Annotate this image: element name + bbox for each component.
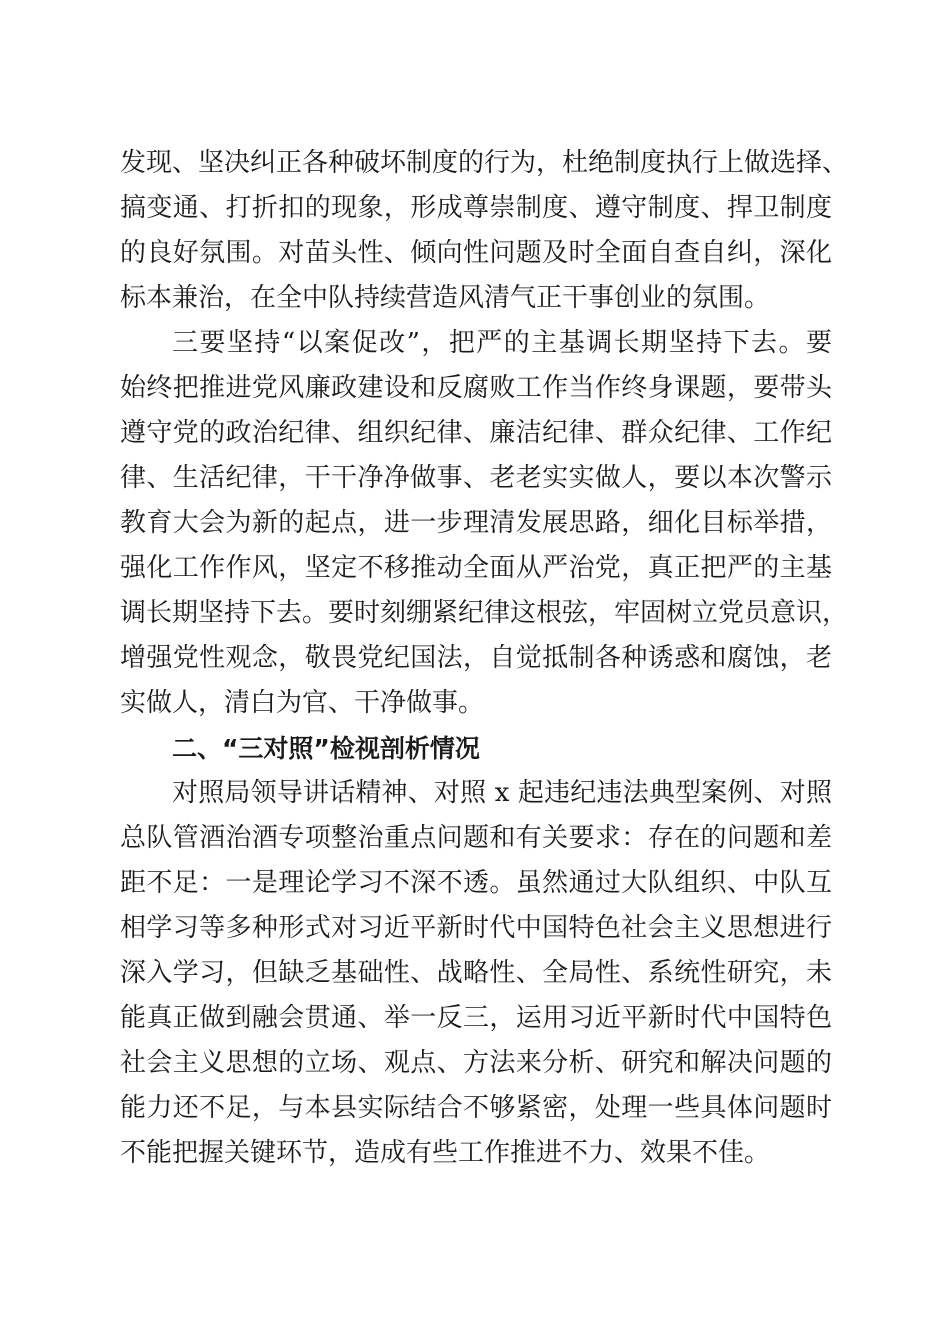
text-line: 标本兼治，在全中队持续营造风清气正干事创业的氛围。 [120, 283, 771, 313]
text-line: 总队管酒治酒专项整治重点问题和有关要求：存在的问题和差 [120, 823, 832, 853]
text-line: 始终把推进党风廉政建设和反腐败工作当作终身课题，要带头 [120, 373, 832, 403]
paragraph-continuation [120, 141, 849, 321]
section-heading: 二、“三对照”检视剖析情况 [172, 734, 480, 763]
text-line: 深入学习，但缺乏基础性、战略性、全局性、系统性研究，未 [120, 958, 832, 988]
text-line: 教育大会为新的起点，进一步理清发展思路，细化目标举措， [120, 508, 832, 538]
text-line: 遵守党的政治纪律、组织纪律、廉洁纪律、群众纪律、工作纪 [120, 418, 832, 448]
text-line: 增强党性观念，敬畏党纪国法，自觉抵制各种诱惑和腐蚀，老 [120, 643, 832, 673]
text-line: 距不足：一是理论学习不深不透。虽然通过大队组织、中队互 [120, 868, 832, 898]
text-line: 发现、坚决纠正各种破坏制度的行为，杜绝制度执行上做选择、 [120, 148, 849, 178]
text-line: 搞变通、打折扣的现象，形成尊崇制度、遵守制度、捍卫制度 [120, 193, 832, 223]
text-line: 相学习等多种形式对习近平新时代中国特色社会主义思想进行 [120, 913, 832, 943]
paragraph-third-requirement [120, 321, 849, 726]
paragraph-comparison-analysis [120, 771, 832, 1176]
text-line: 对照局领导讲话精神、对照 x 起违纪违法典型案例、对照 [172, 778, 832, 808]
text-line: 不能把握关键环节，造成有些工作推进不力、效果不佳。 [120, 1138, 771, 1168]
text-line: 的良好氛围。对苗头性、倾向性问题及时全面自查自纠，深化 [120, 238, 832, 268]
text-line: 调长期坚持下去。要时刻绷紧纪律这根弦，牢固树立党员意识， [120, 598, 849, 628]
text-line: 三要坚持“以案促改”，把严的主基调长期坚持下去。要 [172, 328, 832, 358]
text-line: 能真正做到融会贯通、举一反三，运用习近平新时代中国特色 [120, 1003, 832, 1033]
text-line: 能力还不足，与本县实际结合不够紧密，处理一些具体问题时 [120, 1093, 832, 1123]
document-page [120, 141, 849, 1176]
text-line: 社会主义思想的立场、观点、方法来分析、研究和解决问题的 [120, 1048, 832, 1078]
text-line: 强化工作作风，坚定不移推动全面从严治党，真正把严的主基 [120, 553, 832, 583]
text-line: 实做人，清白为官、干净做事。 [120, 688, 485, 718]
text-line: 律、生活纪律，干干净净做事、老老实实做人，要以本次警示 [120, 463, 832, 493]
